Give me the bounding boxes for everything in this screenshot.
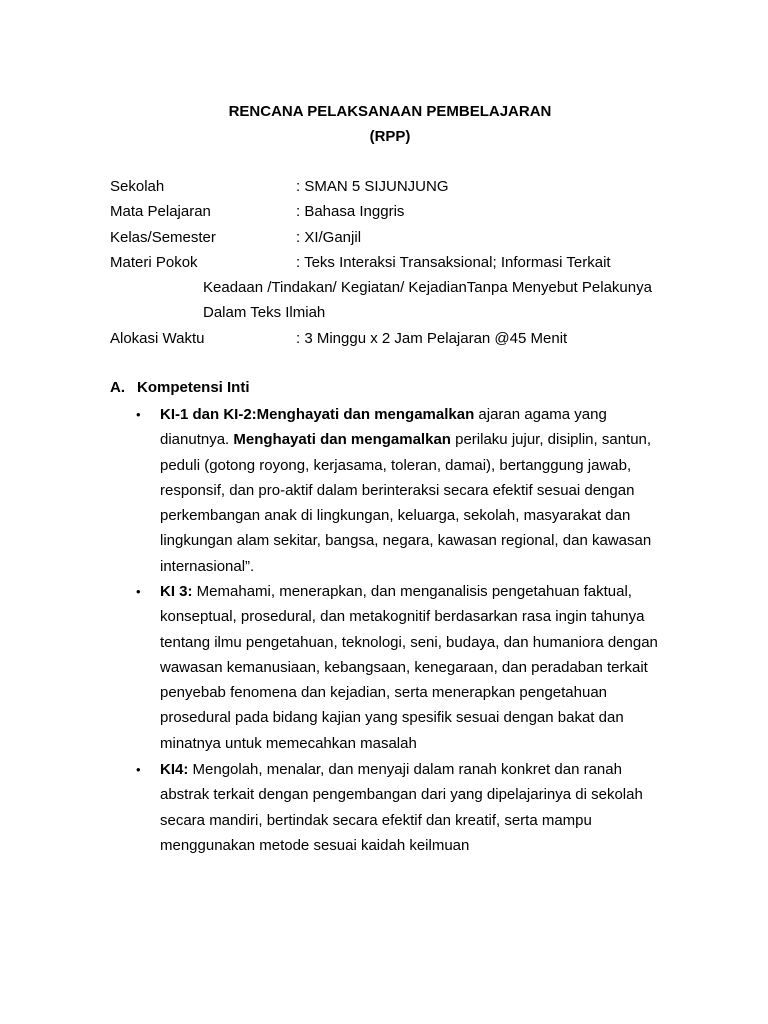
paragraph-line: minatnya untuk memecahkan masalah bbox=[160, 734, 417, 752]
bold-text: KI 3: bbox=[160, 583, 193, 600]
paragraph-line: perkembangan anak di lingkungan, keluarga, sekolah, masyarakat dan bbox=[160, 507, 631, 525]
paragraph-line: wawasan kemanusiaan, kebangsaan, kenegaraan, dan peradaban terkait bbox=[160, 658, 648, 676]
bold-text: KI4: bbox=[160, 761, 189, 778]
info-value: : SMAN 5 SIJUNJUNG bbox=[296, 178, 449, 195]
paragraph-line: menggunakan metode sesuai kaidah keilmuan bbox=[160, 836, 470, 854]
info-row-mata-pelajaran bbox=[110, 201, 710, 223]
bullet-icon: • bbox=[136, 762, 141, 777]
materi-pokok-continuation: Dalam Teks Ilmiah bbox=[203, 304, 326, 321]
info-value: : XI/Ganjil bbox=[296, 229, 362, 246]
text-span: ajaran agama yang bbox=[474, 406, 607, 423]
materi-pokok-continuation: Keadaan /Tindakan/ Kegiatan/ KejadianTanpa Menyebut Pelakunya bbox=[203, 279, 652, 296]
document-title: RENCANA PELAKSANAAN PEMBELAJARAN bbox=[228, 103, 552, 120]
paragraph-line: konseptual, prosedural, dan metakognitif berdasarkan rasa ingin tahunya bbox=[160, 608, 645, 626]
bold-text: Menghayati dan mengamalkan bbox=[233, 431, 451, 449]
bold-text: KI-1 dan KI-2:Menghayati dan mengamalkan bbox=[160, 406, 475, 423]
info-label: Sekolah bbox=[110, 178, 165, 195]
info-row-alokasi-waktu bbox=[110, 328, 710, 350]
list-item-ki-1-2 bbox=[136, 402, 700, 579]
text-span: Memahami, menerapkan, dan menganalisis pengetahuan faktual, bbox=[192, 583, 632, 600]
list-item-ki-4 bbox=[136, 757, 700, 858]
text-span: dianutnya. bbox=[160, 431, 234, 449]
info-row-kelas-semester bbox=[110, 227, 710, 249]
info-label: Alokasi Waktu bbox=[110, 330, 205, 347]
paragraph-line bbox=[160, 427, 700, 452]
paragraph-line: prosedural pada bidang kajian yang spesifik sesuai dengan bakat dan bbox=[160, 709, 624, 727]
list-item-ki-3 bbox=[136, 579, 700, 756]
paragraph-line bbox=[160, 402, 700, 427]
paragraph-line: penyebab fenomena dan kejadian, serta menerapkan pengetahuan bbox=[160, 684, 608, 702]
section-title: Kompetensi Inti bbox=[137, 379, 250, 396]
text-span: Mengolah, menalar, dan menyaji dalam ranah konkret dan ranah bbox=[188, 761, 622, 778]
paragraph-line: lingkungan alam sekitar, bangsa, negara, kawasan regional, dan kawasan bbox=[160, 532, 652, 550]
paragraph-line bbox=[160, 579, 700, 604]
paragraph-line: secara mandiri, bertindak secara efektif dan kreatif, serta mampu bbox=[160, 811, 592, 829]
paragraph-line: responsif, dan pro-aktif dalam berinteraksi secara efektif sesuai dengan bbox=[160, 481, 635, 499]
info-value: : Teks Interaksi Transaksional; Informasi Terkait bbox=[296, 254, 611, 271]
bullet-icon: • bbox=[136, 584, 141, 599]
info-label: Kelas/Semester bbox=[110, 229, 216, 246]
document-subtitle: (RPP) bbox=[369, 128, 411, 145]
info-value: : 3 Minggu x 2 Jam Pelajaran @45 Menit bbox=[296, 330, 568, 347]
paragraph-line: internasional”. bbox=[160, 557, 255, 575]
section-number: A. bbox=[110, 379, 125, 396]
bullet-icon: • bbox=[136, 407, 141, 422]
info-value: : Bahasa Inggris bbox=[296, 203, 405, 220]
paragraph-line: abstrak terkait dengan pengembangan dari yang dipelajarinya di sekolah bbox=[160, 786, 643, 804]
info-label: Materi Pokok bbox=[110, 254, 198, 271]
info-row-materi-pokok bbox=[110, 252, 710, 274]
info-label: Mata Pelajaran bbox=[110, 203, 211, 220]
paragraph-line: tentang ilmu pengetahuan, teknologi, seni, budaya, dan humaniora dengan bbox=[160, 633, 658, 651]
text-span: perilaku jujur, disiplin, santun, bbox=[450, 431, 652, 449]
section-heading-kompetensi-inti bbox=[110, 377, 250, 399]
info-row-sekolah bbox=[110, 176, 710, 198]
paragraph-line: peduli (gotong royong, kerjasama, toleran, damai), bertanggung jawab, bbox=[160, 456, 632, 474]
paragraph-line bbox=[160, 757, 700, 782]
